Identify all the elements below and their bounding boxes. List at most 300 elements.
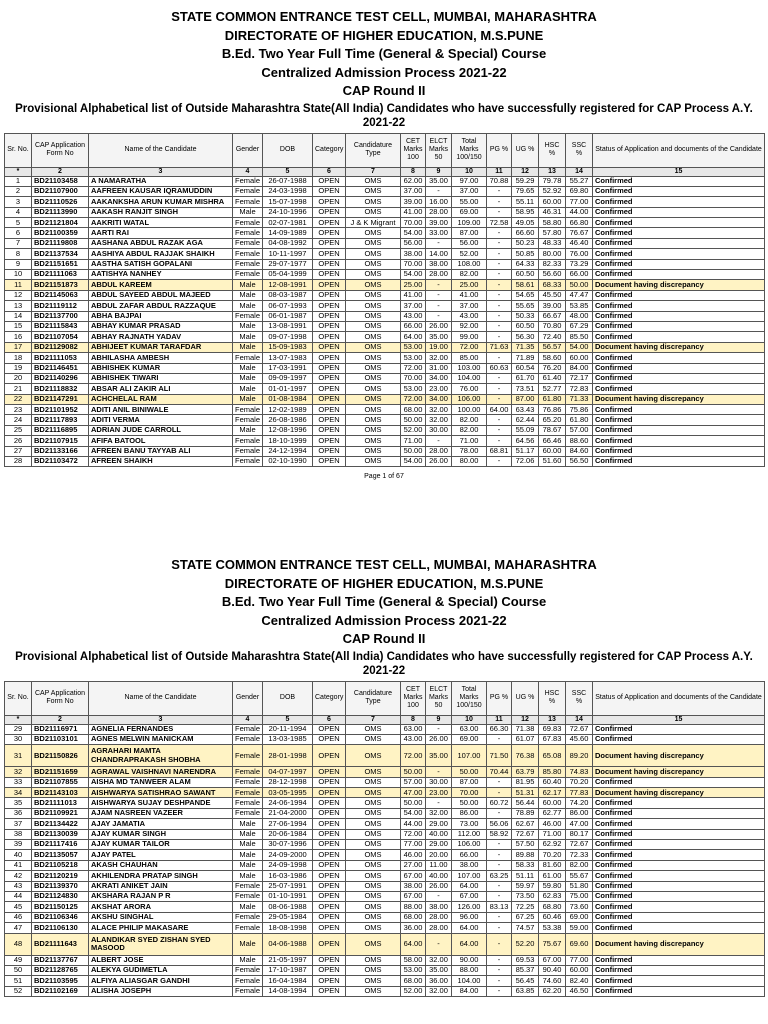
col-name: Name of the Candidate <box>89 133 233 167</box>
row-ssc: 50.00 <box>566 280 593 290</box>
row-elct: - <box>426 891 452 901</box>
row-candidature: OMS <box>346 176 401 186</box>
table-row <box>5 446 765 456</box>
row-category: OPEN <box>313 384 346 394</box>
row-dob: 06-07-1993 <box>263 301 313 311</box>
table-row <box>5 724 765 734</box>
row-total: 69.00 <box>452 734 487 744</box>
row-ssc: 88.60 <box>566 436 593 446</box>
col-pg: PG % <box>487 681 512 715</box>
col-hsc: HSC % <box>539 681 566 715</box>
col-number: 14 <box>566 167 593 176</box>
row-gender: Female <box>233 218 263 228</box>
table-row <box>5 808 765 818</box>
row-name: AKSHU SINGHAL <box>89 912 233 922</box>
row-gender: Male <box>233 290 263 300</box>
row-total: 104.00 <box>452 373 487 383</box>
row-cet: 53.00 <box>401 342 426 352</box>
row-srno: 19 <box>5 363 32 373</box>
row-candidature: OMS <box>346 767 401 777</box>
row-gender: Male <box>233 425 263 435</box>
row-total: 43.00 <box>452 311 487 321</box>
row-category: OPEN <box>313 311 346 321</box>
row-ug: 51.17 <box>512 446 539 456</box>
col-total: Total Marks 100/150 <box>452 133 487 167</box>
col-cet: CET Marks 100 <box>401 681 426 715</box>
row-pg: - <box>487 860 512 870</box>
row-pg: - <box>487 436 512 446</box>
row-elct: 35.00 <box>426 745 452 767</box>
row-hsc: 46.00 <box>539 819 566 829</box>
row-candidature: OMS <box>346 457 401 467</box>
row-app-form: BD21111063 <box>32 270 89 280</box>
row-total: 97.00 <box>452 176 487 186</box>
col-app-form: CAP Application Form No <box>32 133 89 167</box>
row-dob: 01-01-1997 <box>263 384 313 394</box>
row-total: 82.00 <box>452 270 487 280</box>
row-app-form: BD21117416 <box>32 840 89 850</box>
row-elct: 38.00 <box>426 902 452 912</box>
row-dob: 16-03-1986 <box>263 871 313 881</box>
table-row <box>5 415 765 425</box>
row-app-form: BD21100359 <box>32 228 89 238</box>
row-hsc: 53.38 <box>539 923 566 933</box>
row-ssc: 54.00 <box>566 342 593 352</box>
row-name: A NAMARATHA <box>89 176 233 186</box>
row-gender: Female <box>233 798 263 808</box>
row-elct: 34.00 <box>426 394 452 404</box>
row-elct: - <box>426 186 452 196</box>
row-elct: 26.00 <box>426 734 452 744</box>
row-elct: - <box>426 798 452 808</box>
col-app-form: CAP Application Form No <box>32 681 89 715</box>
row-cet: 39.00 <box>401 197 426 207</box>
row-name: AKHILENDRA PRATAP SINGH <box>89 871 233 881</box>
table-row <box>5 332 765 342</box>
row-ug: 69.53 <box>512 955 539 965</box>
row-category: OPEN <box>313 446 346 456</box>
row-category: OPEN <box>313 808 346 818</box>
row-total: 108.00 <box>452 259 487 269</box>
row-name: AFIFA BATOOL <box>89 436 233 446</box>
row-ug: 72.06 <box>512 457 539 467</box>
table-row <box>5 321 765 331</box>
row-srno: 10 <box>5 270 32 280</box>
row-app-form: BD21111013 <box>32 798 89 808</box>
table-row <box>5 425 765 435</box>
row-app-form: BD21119808 <box>32 238 89 248</box>
row-hsc: 52.92 <box>539 186 566 196</box>
table-body <box>5 724 765 997</box>
col-ssc: SSC % <box>566 681 593 715</box>
row-pg: - <box>487 332 512 342</box>
table-row <box>5 798 765 808</box>
table-row <box>5 891 765 901</box>
row-name: ABSAR ALI ZAKIR ALI <box>89 384 233 394</box>
row-ssc: 82.40 <box>566 976 593 986</box>
row-cet: 43.00 <box>401 311 426 321</box>
row-gender: Male <box>233 207 263 217</box>
row-candidature: OMS <box>346 923 401 933</box>
row-ug: 63.85 <box>512 986 539 996</box>
row-srno: 43 <box>5 881 32 891</box>
row-total: 64.00 <box>452 923 487 933</box>
row-app-form: BD21120219 <box>32 871 89 881</box>
row-hsc: 60.46 <box>539 912 566 922</box>
row-status: Confirmed <box>593 955 765 965</box>
row-status: Confirmed <box>593 986 765 996</box>
row-dob: 21-04-2000 <box>263 808 313 818</box>
row-status: Confirmed <box>593 840 765 850</box>
row-total: 85.00 <box>452 353 487 363</box>
row-total: 109.00 <box>452 218 487 228</box>
row-name: AJAM NASREEN VAZEER <box>89 808 233 818</box>
row-gender: Female <box>233 259 263 269</box>
col-number: 11 <box>487 715 512 724</box>
row-pg: - <box>487 290 512 300</box>
row-pg: - <box>487 197 512 207</box>
row-cet: 71.00 <box>401 436 426 446</box>
col-total: Total Marks 100/150 <box>452 681 487 715</box>
row-srno: 7 <box>5 238 32 248</box>
row-name: AASHIYA ABDUL RAJJAK SHAIKH <box>89 249 233 259</box>
row-category: OPEN <box>313 767 346 777</box>
row-status: Document having discrepancy <box>593 394 765 404</box>
row-total: 73.00 <box>452 819 487 829</box>
row-category: OPEN <box>313 860 346 870</box>
row-status: Confirmed <box>593 965 765 975</box>
row-dob: 15-09-1983 <box>263 342 313 352</box>
row-ug: 85.37 <box>512 965 539 975</box>
row-elct: 29.00 <box>426 840 452 850</box>
row-srno: 36 <box>5 808 32 818</box>
row-hsc: 68.33 <box>539 280 566 290</box>
row-srno: 16 <box>5 332 32 342</box>
table-row <box>5 290 765 300</box>
row-gender: Female <box>233 745 263 767</box>
row-category: OPEN <box>313 301 346 311</box>
row-name: AGRAHARI MAMTA CHANDRAPRAKASH SHOBHA <box>89 745 233 767</box>
row-ssc: 89.20 <box>566 745 593 767</box>
row-pg: - <box>487 881 512 891</box>
row-ug: 49.05 <box>512 218 539 228</box>
row-app-form: BD21107915 <box>32 436 89 446</box>
row-name: ADITI ANIL BINIWALE <box>89 405 233 415</box>
col-number: 5 <box>263 167 313 176</box>
row-gender: Female <box>233 891 263 901</box>
row-app-form: BD21137534 <box>32 249 89 259</box>
row-pg: - <box>487 415 512 425</box>
row-category: OPEN <box>313 207 346 217</box>
row-dob: 17-10-1987 <box>263 965 313 975</box>
col-number: 8 <box>401 715 426 724</box>
row-total: 67.00 <box>452 891 487 901</box>
row-candidature: OMS <box>346 734 401 744</box>
row-srno: 25 <box>5 425 32 435</box>
row-ug: 62.67 <box>512 819 539 829</box>
row-hsc: 61.80 <box>539 394 566 404</box>
row-name: ALACE PHILIP MAKASARE <box>89 923 233 933</box>
row-ssc: 82.00 <box>566 860 593 870</box>
row-pg: - <box>487 321 512 331</box>
row-candidature: OMS <box>346 280 401 290</box>
row-cet: 56.00 <box>401 238 426 248</box>
row-ug: 89.88 <box>512 850 539 860</box>
row-hsc: 57.80 <box>539 228 566 238</box>
row-category: OPEN <box>313 745 346 767</box>
row-srno: 34 <box>5 788 32 798</box>
row-ug: 51.31 <box>512 788 539 798</box>
row-name: ADRIAN JUDE CARROLL <box>89 425 233 435</box>
row-candidature: OMS <box>346 745 401 767</box>
row-app-form: BD21137700 <box>32 311 89 321</box>
row-total: 106.00 <box>452 840 487 850</box>
row-name: ABDUL KAREEM <box>89 280 233 290</box>
row-pg: 66.30 <box>487 724 512 734</box>
row-elct: 32.00 <box>426 808 452 818</box>
table-row <box>5 238 765 248</box>
header-line-1: STATE COMMON ENTRANCE TEST CELL, MUMBAI, MAHARASHTRA <box>171 557 597 572</box>
row-gender: Male <box>233 860 263 870</box>
row-category: OPEN <box>313 290 346 300</box>
row-gender: Female <box>233 311 263 321</box>
row-srno: 48 <box>5 933 32 955</box>
row-app-form: BD21151873 <box>32 280 89 290</box>
row-hsc: 60.00 <box>539 446 566 456</box>
row-candidature: OMS <box>346 259 401 269</box>
row-dob: 14-09-1989 <box>263 228 313 238</box>
col-number: 9 <box>426 715 452 724</box>
table-row <box>5 912 765 922</box>
row-ssc: 60.00 <box>566 353 593 363</box>
row-total: 25.00 <box>452 280 487 290</box>
row-app-form: BD21119112 <box>32 301 89 311</box>
row-status: Document having discrepancy <box>593 767 765 777</box>
row-ug: 74.57 <box>512 923 539 933</box>
row-category: OPEN <box>313 891 346 901</box>
row-status: Confirmed <box>593 353 765 363</box>
row-category: OPEN <box>313 923 346 933</box>
row-hsc: 71.00 <box>539 829 566 839</box>
candidate-table <box>4 133 765 468</box>
row-elct: 34.00 <box>426 373 452 383</box>
row-ug: 58.95 <box>512 207 539 217</box>
row-gender: Male <box>233 871 263 881</box>
row-gender: Male <box>233 332 263 342</box>
row-pg: - <box>487 734 512 744</box>
page-footer: Page 1 of 67 <box>364 473 404 481</box>
row-name: AKSHARA RAJAN P R <box>89 891 233 901</box>
row-elct: 23.00 <box>426 788 452 798</box>
row-hsc: 48.33 <box>539 238 566 248</box>
row-hsc: 60.40 <box>539 777 566 787</box>
row-elct: 28.00 <box>426 207 452 217</box>
row-total: 87.00 <box>452 777 487 787</box>
row-category: OPEN <box>313 249 346 259</box>
row-gender: Female <box>233 788 263 798</box>
row-ssc: 44.00 <box>566 207 593 217</box>
col-number: 4 <box>233 167 263 176</box>
row-elct: 11.00 <box>426 860 452 870</box>
row-ssc: 74.83 <box>566 767 593 777</box>
row-ssc: 60.00 <box>566 965 593 975</box>
row-elct: 19.00 <box>426 342 452 352</box>
row-cet: 54.00 <box>401 270 426 280</box>
row-name: AAKANKSHA ARUN KUMAR MISHRA <box>89 197 233 207</box>
table-row <box>5 394 765 404</box>
row-app-form: BD21129082 <box>32 342 89 352</box>
row-hsc: 76.20 <box>539 363 566 373</box>
row-ssc: 66.00 <box>566 270 593 280</box>
row-hsc: 62.83 <box>539 891 566 901</box>
row-category: OPEN <box>313 321 346 331</box>
row-gender: Female <box>233 965 263 975</box>
row-dob: 29-05-1984 <box>263 912 313 922</box>
row-dob: 24-10-1996 <box>263 207 313 217</box>
row-pg: - <box>487 788 512 798</box>
row-name: ALBERT JOSE <box>89 955 233 965</box>
row-candidature: OMS <box>346 363 401 373</box>
row-name: AJAY KUMAR SINGH <box>89 829 233 839</box>
row-category: OPEN <box>313 394 346 404</box>
row-dob: 02-07-1981 <box>263 218 313 228</box>
row-elct: 40.00 <box>426 829 452 839</box>
row-status: Confirmed <box>593 734 765 744</box>
row-ssc: 48.00 <box>566 311 593 321</box>
col-category: Category <box>313 133 346 167</box>
row-category: OPEN <box>313 228 346 238</box>
row-status: Document having discrepancy <box>593 342 765 352</box>
row-app-form: BD21145063 <box>32 290 89 300</box>
row-ssc: 85.50 <box>566 332 593 342</box>
row-category: OPEN <box>313 902 346 912</box>
row-dob: 14-08-1994 <box>263 986 313 996</box>
row-srno: 27 <box>5 446 32 456</box>
row-gender: Male <box>233 394 263 404</box>
row-srno: 15 <box>5 321 32 331</box>
row-total: 88.00 <box>452 965 487 975</box>
row-ug: 71.38 <box>512 724 539 734</box>
row-gender: Female <box>233 808 263 818</box>
row-ssc: 73.29 <box>566 259 593 269</box>
row-elct: - <box>426 301 452 311</box>
row-srno: 23 <box>5 405 32 415</box>
row-category: OPEN <box>313 259 346 269</box>
row-name: ABHILASHA AMBESH <box>89 353 233 363</box>
row-pg: - <box>487 186 512 196</box>
col-number: 12 <box>512 167 539 176</box>
row-pg: - <box>487 777 512 787</box>
table-row <box>5 986 765 996</box>
table-row <box>5 902 765 912</box>
row-total: 107.00 <box>452 745 487 767</box>
row-gender: Male <box>233 850 263 860</box>
row-candidature: OMS <box>346 373 401 383</box>
row-pg: 71.63 <box>487 342 512 352</box>
row-cet: 70.00 <box>401 373 426 383</box>
col-number: 7 <box>346 715 401 724</box>
row-pg: - <box>487 353 512 363</box>
row-category: OPEN <box>313 197 346 207</box>
table-row <box>5 207 765 217</box>
row-name: AGNES MELWIN MANICKAM <box>89 734 233 744</box>
table-row <box>5 270 765 280</box>
row-status: Confirmed <box>593 238 765 248</box>
row-pg: - <box>487 965 512 975</box>
row-candidature: OMS <box>346 840 401 850</box>
row-elct: 38.00 <box>426 259 452 269</box>
row-category: OPEN <box>313 986 346 996</box>
row-srno: 8 <box>5 249 32 259</box>
row-elct: 26.00 <box>426 881 452 891</box>
row-elct: 28.00 <box>426 446 452 456</box>
row-elct: 32.00 <box>426 986 452 996</box>
row-name: AKRATI ANIKET JAIN <box>89 881 233 891</box>
row-app-form: BD21107900 <box>32 186 89 196</box>
row-srno: 12 <box>5 290 32 300</box>
row-cet: 58.00 <box>401 955 426 965</box>
row-app-form: BD21130039 <box>32 829 89 839</box>
row-app-form: BD21110526 <box>32 197 89 207</box>
row-hsc: 69.83 <box>539 724 566 734</box>
row-ug: 81.95 <box>512 777 539 787</box>
row-category: OPEN <box>313 342 346 352</box>
col-number: 11 <box>487 167 512 176</box>
row-hsc: 39.00 <box>539 301 566 311</box>
row-hsc: 60.00 <box>539 798 566 808</box>
row-hsc: 66.46 <box>539 436 566 446</box>
row-category: OPEN <box>313 933 346 955</box>
col-ug: UG % <box>512 133 539 167</box>
row-hsc: 76.86 <box>539 405 566 415</box>
row-srno: 41 <box>5 860 32 870</box>
row-candidature: OMS <box>346 850 401 860</box>
col-number: 10 <box>452 715 487 724</box>
row-dob: 24-03-1998 <box>263 186 313 196</box>
row-name: ALFIYA ALIASGAR GANDHI <box>89 976 233 986</box>
row-hsc: 78.67 <box>539 425 566 435</box>
row-gender: Female <box>233 353 263 363</box>
row-gender: Male <box>233 819 263 829</box>
row-ssc: 46.50 <box>566 986 593 996</box>
table-row <box>5 976 765 986</box>
row-srno: 1 <box>5 176 32 186</box>
col-elct: ELCT Marks 50 <box>426 133 452 167</box>
row-name: ABHAY KUMAR PRASAD <box>89 321 233 331</box>
row-gender: Male <box>233 840 263 850</box>
row-status: Confirmed <box>593 363 765 373</box>
row-gender: Female <box>233 446 263 456</box>
row-candidature: OMS <box>346 332 401 342</box>
table-row <box>5 249 765 259</box>
row-hsc: 56.57 <box>539 342 566 352</box>
row-elct: 40.00 <box>426 871 452 881</box>
table-row <box>5 788 765 798</box>
row-ssc: 51.80 <box>566 881 593 891</box>
row-total: 80.00 <box>452 457 487 467</box>
row-app-form: BD21118832 <box>32 384 89 394</box>
row-name: AGRAWAL VAISHNAVI NARENDRA <box>89 767 233 777</box>
row-hsc: 56.60 <box>539 270 566 280</box>
row-ug: 60.50 <box>512 321 539 331</box>
row-ug: 55.09 <box>512 425 539 435</box>
row-srno: 5 <box>5 218 32 228</box>
row-app-form: BD21143103 <box>32 788 89 798</box>
row-ssc: 45.60 <box>566 734 593 744</box>
row-category: OPEN <box>313 871 346 881</box>
row-gender: Female <box>233 238 263 248</box>
row-category: OPEN <box>313 270 346 280</box>
